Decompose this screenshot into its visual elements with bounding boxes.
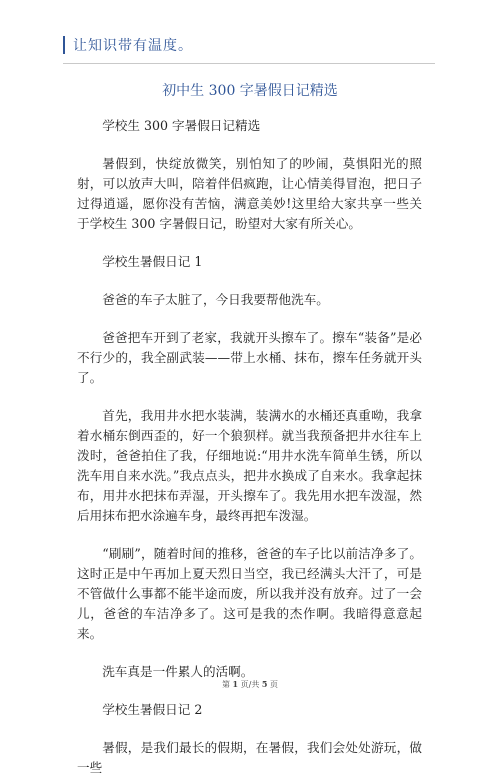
section-heading: 学校生暑假日记 2: [102, 702, 203, 717]
footer-prefix: 第: [221, 680, 230, 689]
footer-middle: 页/共: [240, 680, 260, 689]
section-heading: 学校生暑假日记 1: [102, 254, 203, 269]
footer-total-pages: 5: [261, 679, 268, 689]
page-header: [63, 34, 193, 56]
body-paragraph: 洗车真是一件累人的活啊。: [102, 664, 254, 679]
header-accent-bar: [63, 36, 65, 54]
document-title: 初中生 300 字暑假日记精选: [162, 83, 338, 99]
footer-page-number: 1: [232, 679, 239, 689]
header-slogan: 让知识带有温度。: [73, 38, 193, 54]
header-divider: [63, 63, 435, 64]
footer-suffix: 页: [270, 680, 279, 689]
body-paragraph: 学校生 300 字暑假日记精选: [102, 118, 261, 133]
body-paragraph: 爸爸把车开到了老家，我就开头擦车了。擦车“装备”是必不行少的，我全副武装——带上水桶、抹布，擦车任务就开头了。: [77, 330, 422, 385]
body-paragraph: 暑假，是我们最长的假期，在暑假，我们会处处游玩，做一些: [77, 740, 422, 775]
body-paragraph: “刷刷”，随着时间的推移，爸爸的车子比以前洁净多了。这时正是中午再加上夏天烈日当空，我已经满头大汗了，可是不管做什么事都不能半途而废，所以我并没有放弃。过了一会儿，爸爸的车洁净多了。这可是我的杰作啊。我暗得意意起来。: [77, 546, 422, 641]
body-paragraph: 暑假到，快绽放微笑，别怕知了的吵闹，莫惧阳光的照射，可以放声大叫，陪着伴侣疯跑，让心情美得冒泡，把日子过得逍遥，愿你没有苦恼，满意美妙!这里给大家共享一些关于学校生 300 字暑假日记，盼望对大家有所关心。: [77, 156, 422, 231]
body-paragraph: 首先，我用井水把水装满，装满水的水桶还真重呦，我拿着水桶东倒西歪的，好一个狼狈样。就当我预备把井水往车上泼时，爸爸拍住了我，仔细地说:“用井水洗车简单生锈，所以洗车用自来水洗。”我点点头，把井水换成了自来水。我拿起抹布，用井水把抹布弄湿，开头擦车了。我先用水把车泼湿，然后用抹布把水涂遍车身，最终再把车泼湿。: [77, 408, 422, 523]
page-footer: [0, 679, 500, 690]
body-paragraph: 爸爸的车子太脏了，今日我要帮他洗车。: [102, 292, 329, 307]
